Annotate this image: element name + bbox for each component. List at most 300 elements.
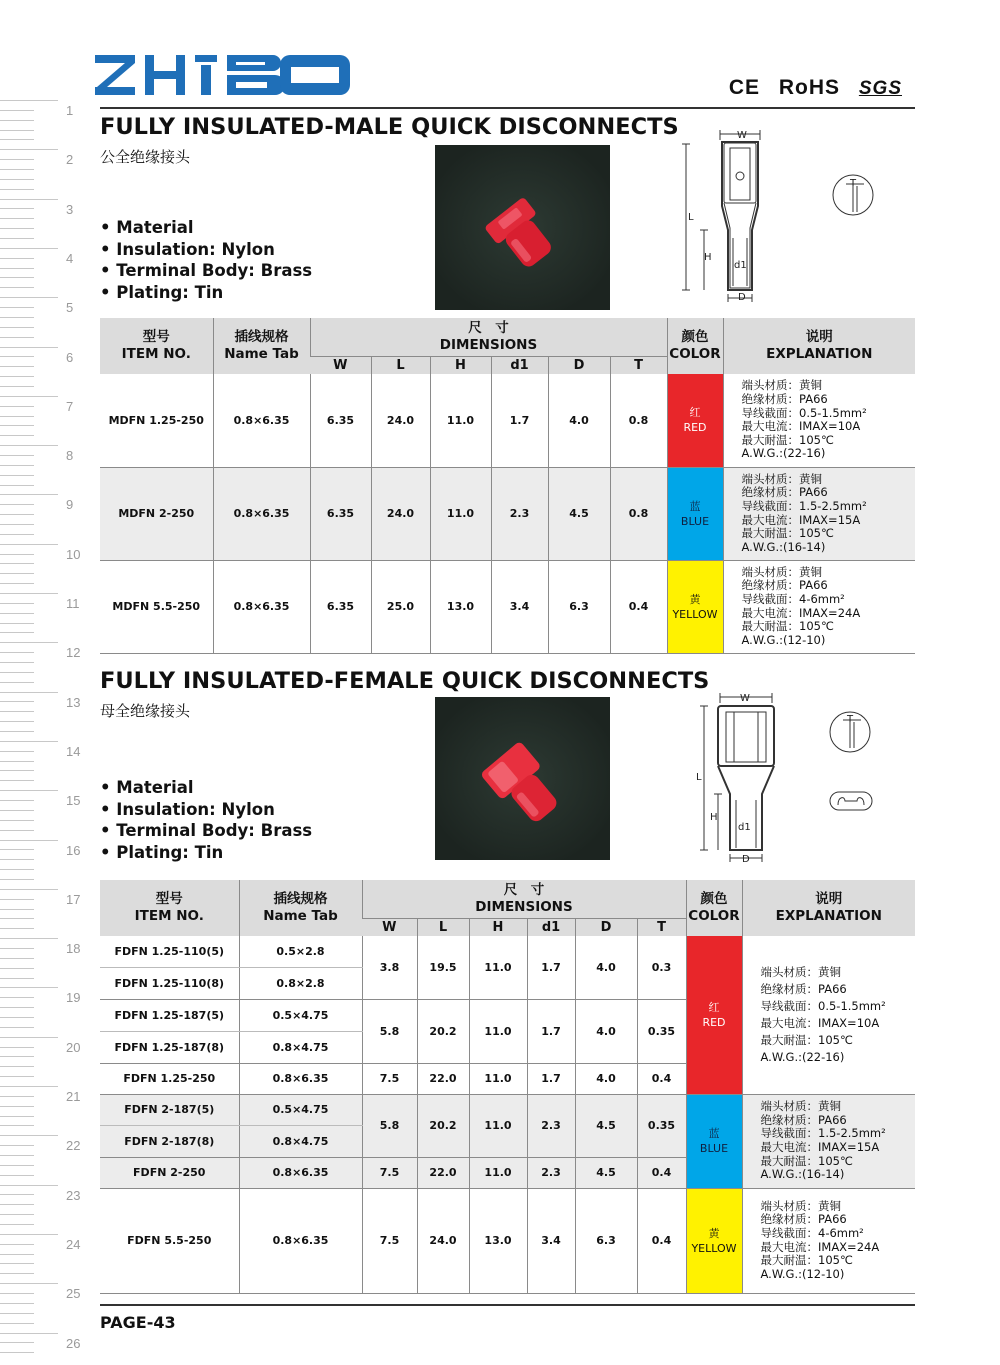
color-swatch-red: 红 RED: [667, 374, 723, 467]
ruler-number: 20: [66, 1039, 81, 1055]
name-tab: 0.8×6.35: [213, 467, 310, 560]
explanation-cell: 端头材质：黄铜 绝缘材质：PA66 导线截面：0.5-1.5mm² 最大电流：IMAX=10A 最大耐温：105℃ A.W.G.:(22-16): [742, 936, 915, 1094]
male-technical-drawing: [680, 128, 880, 306]
ruler-number: 15: [66, 793, 81, 809]
ruler-tick: [0, 613, 34, 614]
color-swatch-yellow: 黄 YELLOW: [667, 560, 723, 653]
ruler-number: 16: [66, 842, 81, 858]
name-tab: 0.8×6.35: [239, 1063, 362, 1094]
ruler-tick: [0, 554, 34, 555]
page-number: PAGE-43: [100, 1313, 176, 1332]
ruler-tick: [0, 1194, 34, 1195]
dim-t: 0.35: [637, 1094, 686, 1157]
zhibo-logo: [95, 55, 350, 95]
ruler-number: 19: [66, 990, 81, 1006]
ruler-tick: [0, 258, 34, 259]
header-rule: [100, 107, 915, 109]
ruler-tick: [0, 652, 34, 653]
ruler-tick: [0, 810, 34, 811]
ruler-tick: [0, 1323, 34, 1324]
dim-t-header: T: [637, 918, 686, 936]
ruler-tick: [0, 1047, 34, 1048]
ruler-tick: [0, 100, 58, 101]
ruler-tick: [0, 386, 34, 387]
dim-label-d: D: [738, 292, 746, 303]
ruler-tick: [0, 169, 34, 170]
color-swatch-blue: 蓝 BLUE: [667, 467, 723, 560]
ruler-tick: [0, 1027, 34, 1028]
ruler-tick: [0, 139, 34, 140]
name-tab: 0.8×6.35: [239, 1188, 362, 1293]
ruler-tick: [0, 366, 34, 367]
bullet-item: • Terminal Body: Brass: [100, 820, 312, 842]
ruler-tick: [0, 800, 34, 801]
male-spec-table: [100, 318, 915, 654]
bullet-item: • Terminal Body: Brass: [100, 260, 312, 282]
dim-h: 11.0: [469, 1063, 527, 1094]
ruler-tick: [0, 623, 34, 624]
female-section-subtitle: 母全绝缘接头: [100, 702, 191, 720]
dim-d: 4.0: [575, 1063, 637, 1094]
ruler-tick: [0, 583, 34, 584]
dim-w: 5.8: [362, 1094, 417, 1157]
ruler-tick: [0, 938, 58, 939]
ruler-tick: [0, 1214, 34, 1215]
ruler-tick: [0, 445, 58, 446]
ruler-tick: [0, 840, 58, 841]
ruler-tick: [0, 149, 58, 150]
name-tab: 0.5×4.75: [239, 1094, 362, 1125]
ruler-tick: [0, 1007, 34, 1008]
dim-t-header: T: [610, 356, 667, 374]
dim-label-h: H: [704, 252, 712, 263]
ruler-tick: [0, 859, 34, 860]
dim-label-l: L: [696, 772, 702, 783]
dim-d1: 1.7: [527, 999, 575, 1063]
ruler-tick: [0, 899, 34, 900]
side-ruler: [0, 100, 90, 1360]
col-item-header: 型号 ITEM NO.: [100, 318, 213, 374]
item-no: FDFN 2-187(8): [100, 1125, 239, 1157]
explanation-cell: 端头材质：黄铜 绝缘材质：PA66 导线截面：4-6mm² 最大电流：IMAX=24A 最大耐温：105℃ A.W.G.:(12-10): [723, 560, 915, 653]
ruler-number: 9: [66, 497, 74, 513]
table-row: [100, 467, 915, 560]
dim-w: 6.35: [310, 560, 371, 653]
ruler-tick: [0, 1333, 58, 1334]
ruler-tick: [0, 1234, 58, 1235]
ruler-tick: [0, 761, 34, 762]
ruler-tick: [0, 1076, 34, 1077]
ruler-tick: [0, 307, 34, 308]
ruler-tick: [0, 958, 34, 959]
ruler-tick: [0, 1116, 34, 1117]
ruler-tick: [0, 494, 58, 495]
ruler-tick: [0, 218, 34, 219]
dim-h: 11.0: [430, 374, 491, 467]
dim-t: 0.8: [610, 467, 667, 560]
dim-h-header: H: [469, 918, 527, 936]
item-no: MDFN 2-250: [100, 467, 213, 560]
ruler-tick: [0, 1086, 58, 1087]
ruler-tick: [0, 928, 34, 929]
sgs-mark: SGS: [858, 78, 902, 99]
ruler-number: 24: [66, 1236, 81, 1252]
color-swatch-red: 红 RED: [686, 936, 742, 1094]
dim-d1: 1.7: [527, 936, 575, 999]
item-no: FDFN 2-187(5): [100, 1094, 239, 1125]
col-color-header: 颜色 COLOR: [667, 318, 723, 374]
name-tab: 0.8×6.35: [239, 1157, 362, 1188]
ruler-tick: [0, 1017, 34, 1018]
dim-d: 6.3: [548, 560, 610, 653]
dim-label-d1: d1: [738, 822, 751, 833]
bullet-item: • Plating: Tin: [100, 842, 312, 864]
dim-d1: 3.4: [527, 1188, 575, 1293]
ruler-tick: [0, 1342, 34, 1343]
bullet-item: • Insulation: Nylon: [100, 239, 312, 261]
ruler-tick: [0, 711, 34, 712]
dim-d: 4.0: [575, 999, 637, 1063]
dim-h: 11.0: [430, 467, 491, 560]
ruler-tick: [0, 731, 34, 732]
dim-w: 7.5: [362, 1188, 417, 1293]
ruler-tick: [0, 721, 34, 722]
ruler-tick: [0, 997, 34, 998]
col-explanation-header: 说明 EXPLANATION: [723, 318, 915, 374]
dim-h: 13.0: [469, 1188, 527, 1293]
item-no: FDFN 2-250: [100, 1157, 239, 1188]
ruler-tick: [0, 889, 58, 890]
ruler-tick: [0, 741, 58, 742]
dim-w-header: W: [362, 918, 417, 936]
ruler-tick: [0, 1273, 34, 1274]
dim-d-header: D: [575, 918, 637, 936]
dim-l: 24.0: [417, 1188, 469, 1293]
rohs-mark: RoHS: [778, 76, 841, 99]
ruler-tick: [0, 376, 34, 377]
dim-d: 4.5: [575, 1094, 637, 1157]
ruler-tick: [0, 425, 34, 426]
ruler-tick: [0, 1303, 34, 1304]
dim-w-header: W: [310, 356, 371, 374]
name-tab: 0.5×2.8: [239, 936, 362, 967]
dim-h-header: H: [430, 356, 491, 374]
male-section-title: FULLY INSULATED-MALE QUICK DISCONNECTS: [100, 114, 679, 140]
item-no: FDFN 1.25-250: [100, 1063, 239, 1094]
dim-d1-header: d1: [527, 918, 575, 936]
ruler-tick: [0, 978, 34, 979]
name-tab: 0.8×4.75: [239, 1125, 362, 1157]
female-connector-photo: [435, 697, 610, 860]
ruler-tick: [0, 1293, 34, 1294]
explanation-cell: 端头材质：黄铜 绝缘材质：PA66 导线截面：1.5-2.5mm² 最大电流：IMAX=15A 最大耐温：105℃ A.W.G.:(16-14): [742, 1094, 915, 1188]
ruler-tick: [0, 948, 34, 949]
ruler-tick: [0, 603, 34, 604]
ruler-number: 21: [66, 1089, 81, 1104]
ruler-tick: [0, 918, 34, 919]
dim-d: 4.0: [548, 374, 610, 467]
bullet-item: • Insulation: Nylon: [100, 799, 312, 821]
ruler-number: 8: [66, 448, 74, 464]
ruler-tick: [0, 120, 34, 121]
table-row: [100, 560, 915, 653]
col-tab-header: 插线规格 Name Tab: [213, 318, 310, 374]
ruler-tick: [0, 238, 34, 239]
ruler-number: 18: [66, 941, 81, 957]
name-tab: 0.8×4.75: [239, 1031, 362, 1063]
ruler-tick: [0, 337, 34, 338]
ruler-tick: [0, 485, 34, 486]
dim-w: 5.8: [362, 999, 417, 1063]
dim-d: 4.5: [548, 467, 610, 560]
dim-d: 6.3: [575, 1188, 637, 1293]
ruler-tick: [0, 573, 34, 574]
ruler-tick: [0, 987, 58, 988]
ruler-number: 25: [66, 1286, 81, 1302]
name-tab: 0.8×6.35: [213, 374, 310, 467]
dim-d1: 3.4: [491, 560, 548, 653]
dim-d1-header: d1: [491, 356, 548, 374]
ruler-number: 3: [66, 201, 74, 217]
dim-t: 0.4: [610, 560, 667, 653]
ruler-tick: [0, 228, 34, 229]
ruler-tick: [0, 297, 58, 298]
dim-h: 11.0: [469, 1157, 527, 1188]
dim-label-l: L: [688, 212, 694, 223]
dim-t: 0.4: [637, 1157, 686, 1188]
ruler-tick: [0, 406, 34, 407]
female-technical-drawing: [690, 690, 885, 865]
dim-d1: 1.7: [491, 374, 548, 467]
ce-mark: CE: [728, 76, 761, 99]
ruler-tick: [0, 879, 34, 880]
ruler-tick: [0, 1175, 34, 1176]
ruler-tick: [0, 672, 34, 673]
ruler-tick: [0, 1352, 34, 1353]
color-swatch-blue: 蓝 BLUE: [686, 1094, 742, 1188]
ruler-tick: [0, 968, 34, 969]
ruler-tick: [0, 465, 34, 466]
ruler-tick: [0, 416, 34, 417]
ruler-tick: [0, 869, 34, 870]
ruler-tick: [0, 110, 34, 111]
ruler-tick: [0, 1125, 34, 1126]
ruler-tick: [0, 1165, 34, 1166]
ruler-tick: [0, 770, 34, 771]
ruler-number: 4: [66, 250, 74, 266]
ruler-tick: [0, 189, 34, 190]
ruler-tick: [0, 1224, 34, 1225]
ruler-tick: [0, 1056, 34, 1057]
ruler-tick: [0, 199, 58, 200]
col-explanation-header: 说明 EXPLANATION: [742, 880, 915, 936]
ruler-tick: [0, 1185, 58, 1186]
ruler-tick: [0, 534, 34, 535]
table-row: [100, 936, 915, 967]
ruler-tick: [0, 544, 58, 545]
explanation-cell: 端头材质：黄铜 绝缘材质：PA66 导线截面：4-6mm² 最大电流：IMAX=24A 最大耐温：105℃ A.W.G.:(12-10): [742, 1188, 915, 1293]
explanation-cell: 端头材质：黄铜 绝缘材质：PA66 导线截面：1.5-2.5mm² 最大电流：IMAX=15A 最大耐温：105℃ A.W.G.:(16-14): [723, 467, 915, 560]
dim-label-t: T: [850, 178, 857, 189]
ruler-number: 1: [66, 103, 74, 118]
ruler-tick: [0, 1283, 58, 1284]
dim-h: 11.0: [469, 936, 527, 999]
male-spec-list: [100, 217, 312, 303]
footer-rule: [100, 1304, 915, 1306]
dim-l-header: L: [417, 918, 469, 936]
name-tab: 0.5×4.75: [239, 999, 362, 1031]
ruler-tick: [0, 347, 58, 348]
dim-w: 7.5: [362, 1063, 417, 1094]
ruler-tick: [0, 475, 34, 476]
ruler-number: 7: [66, 398, 74, 414]
ruler-number: 12: [66, 645, 81, 661]
dim-d: 4.0: [575, 936, 637, 999]
ruler-tick: [0, 1263, 34, 1264]
dim-l: 22.0: [417, 1063, 469, 1094]
female-spec-table: [100, 880, 915, 1294]
dim-w: 6.35: [310, 374, 371, 467]
item-no: FDFN 1.25-187(5): [100, 999, 239, 1031]
dim-label-d1: d1: [734, 260, 747, 271]
dim-label-h: H: [710, 812, 718, 823]
ruler-tick: [0, 1155, 34, 1156]
ruler-tick: [0, 692, 58, 693]
dim-label-t: T: [847, 714, 854, 725]
dim-w: 3.8: [362, 936, 417, 999]
dim-t: 0.8: [610, 374, 667, 467]
dim-l: 20.2: [417, 999, 469, 1063]
female-spec-list: [100, 777, 312, 863]
dim-t: 0.3: [637, 936, 686, 999]
dim-d1: 2.3: [527, 1094, 575, 1157]
ruler-tick: [0, 662, 34, 663]
bullet-item: • Material: [100, 217, 312, 239]
dim-t: 0.35: [637, 999, 686, 1063]
dim-h: 11.0: [469, 999, 527, 1063]
ruler-tick: [0, 1313, 34, 1314]
ruler-tick: [0, 435, 34, 436]
ruler-tick: [0, 277, 34, 278]
ruler-tick: [0, 830, 34, 831]
ruler-number: 10: [66, 546, 81, 562]
ruler-tick: [0, 248, 58, 249]
ruler-number: 26: [66, 1335, 81, 1351]
dim-l-header: L: [371, 356, 430, 374]
dim-l: 25.0: [371, 560, 430, 653]
ruler-tick: [0, 455, 34, 456]
ruler-tick: [0, 1066, 34, 1067]
item-no: MDFN 1.25-250: [100, 374, 213, 467]
col-tab-header: 插线规格 Name Tab: [239, 880, 362, 936]
bullet-item: • Material: [100, 777, 312, 799]
dim-label-w: W: [737, 130, 747, 141]
ruler-number: 23: [66, 1187, 81, 1203]
dim-d-header: D: [548, 356, 610, 374]
col-dimensions-header: 尺 寸 DIMENSIONS: [362, 880, 686, 918]
dim-d: 4.5: [575, 1157, 637, 1188]
ruler-tick: [0, 268, 34, 269]
dim-h: 11.0: [469, 1094, 527, 1157]
explanation-cell: 端头材质：黄铜 绝缘材质：PA66 导线截面：0.5-1.5mm² 最大电流：IMAX=10A 最大耐温：105℃ A.W.G.:(22-16): [723, 374, 915, 467]
ruler-tick: [0, 1135, 58, 1136]
ruler-number: 22: [66, 1138, 81, 1154]
table-row: [100, 374, 915, 467]
dim-t: 0.4: [637, 1063, 686, 1094]
col-color-header: 颜色 COLOR: [686, 880, 742, 936]
ruler-tick: [0, 287, 34, 288]
ruler-tick: [0, 356, 34, 357]
ruler-tick: [0, 632, 34, 633]
item-no: FDFN 1.25-110(5): [100, 936, 239, 967]
ruler-number: 17: [66, 891, 81, 907]
ruler-tick: [0, 179, 34, 180]
ruler-tick: [0, 642, 58, 643]
ruler-number: 6: [66, 349, 74, 365]
male-section-subtitle: 公全绝缘接头: [100, 148, 191, 166]
table-row: [100, 1094, 915, 1125]
dim-l: 24.0: [371, 467, 430, 560]
item-no: MDFN 5.5-250: [100, 560, 213, 653]
ruler-number: 11: [66, 596, 80, 611]
ruler-tick: [0, 909, 34, 910]
ruler-number: 13: [66, 694, 81, 710]
ruler-number: 14: [66, 743, 81, 759]
ruler-tick: [0, 593, 58, 594]
ruler-tick: [0, 208, 34, 209]
dim-t: 0.4: [637, 1188, 686, 1293]
table-row: [100, 1188, 915, 1293]
dim-l: 22.0: [417, 1157, 469, 1188]
ruler-tick: [0, 524, 34, 525]
ruler-tick: [0, 1244, 34, 1245]
dim-w: 7.5: [362, 1157, 417, 1188]
dim-l: 19.5: [417, 936, 469, 999]
bullet-item: • Plating: Tin: [100, 282, 312, 304]
ruler-tick: [0, 563, 34, 564]
ruler-tick: [0, 751, 34, 752]
color-swatch-yellow: 黄 YELLOW: [686, 1188, 742, 1293]
item-no: FDFN 1.25-110(8): [100, 967, 239, 999]
ruler-tick: [0, 159, 34, 160]
dim-d1: 2.3: [527, 1157, 575, 1188]
ruler-tick: [0, 327, 34, 328]
ruler-tick: [0, 396, 58, 397]
male-connector-photo: [435, 145, 610, 310]
col-dimensions-header: 尺 寸 DIMENSIONS: [310, 318, 667, 356]
ruler-tick: [0, 1096, 34, 1097]
col-item-header: 型号 ITEM NO.: [100, 880, 239, 936]
dim-label-d: D: [742, 854, 750, 865]
female-section-title: FULLY INSULATED-FEMALE QUICK DISCONNECTS: [100, 668, 710, 694]
dim-label-w: W: [740, 693, 750, 704]
ruler-tick: [0, 1037, 58, 1038]
ruler-tick: [0, 130, 34, 131]
dim-l: 24.0: [371, 374, 430, 467]
ruler-number: 5: [66, 300, 74, 316]
ruler-tick: [0, 1145, 34, 1146]
ruler-tick: [0, 820, 34, 821]
ruler-tick: [0, 1204, 34, 1205]
name-tab: 0.8×6.35: [213, 560, 310, 653]
ruler-tick: [0, 504, 34, 505]
dim-d1: 2.3: [491, 467, 548, 560]
ruler-tick: [0, 790, 58, 791]
dim-l: 20.2: [417, 1094, 469, 1157]
ruler-number: 2: [66, 152, 74, 168]
ruler-tick: [0, 780, 34, 781]
ruler-tick: [0, 682, 34, 683]
